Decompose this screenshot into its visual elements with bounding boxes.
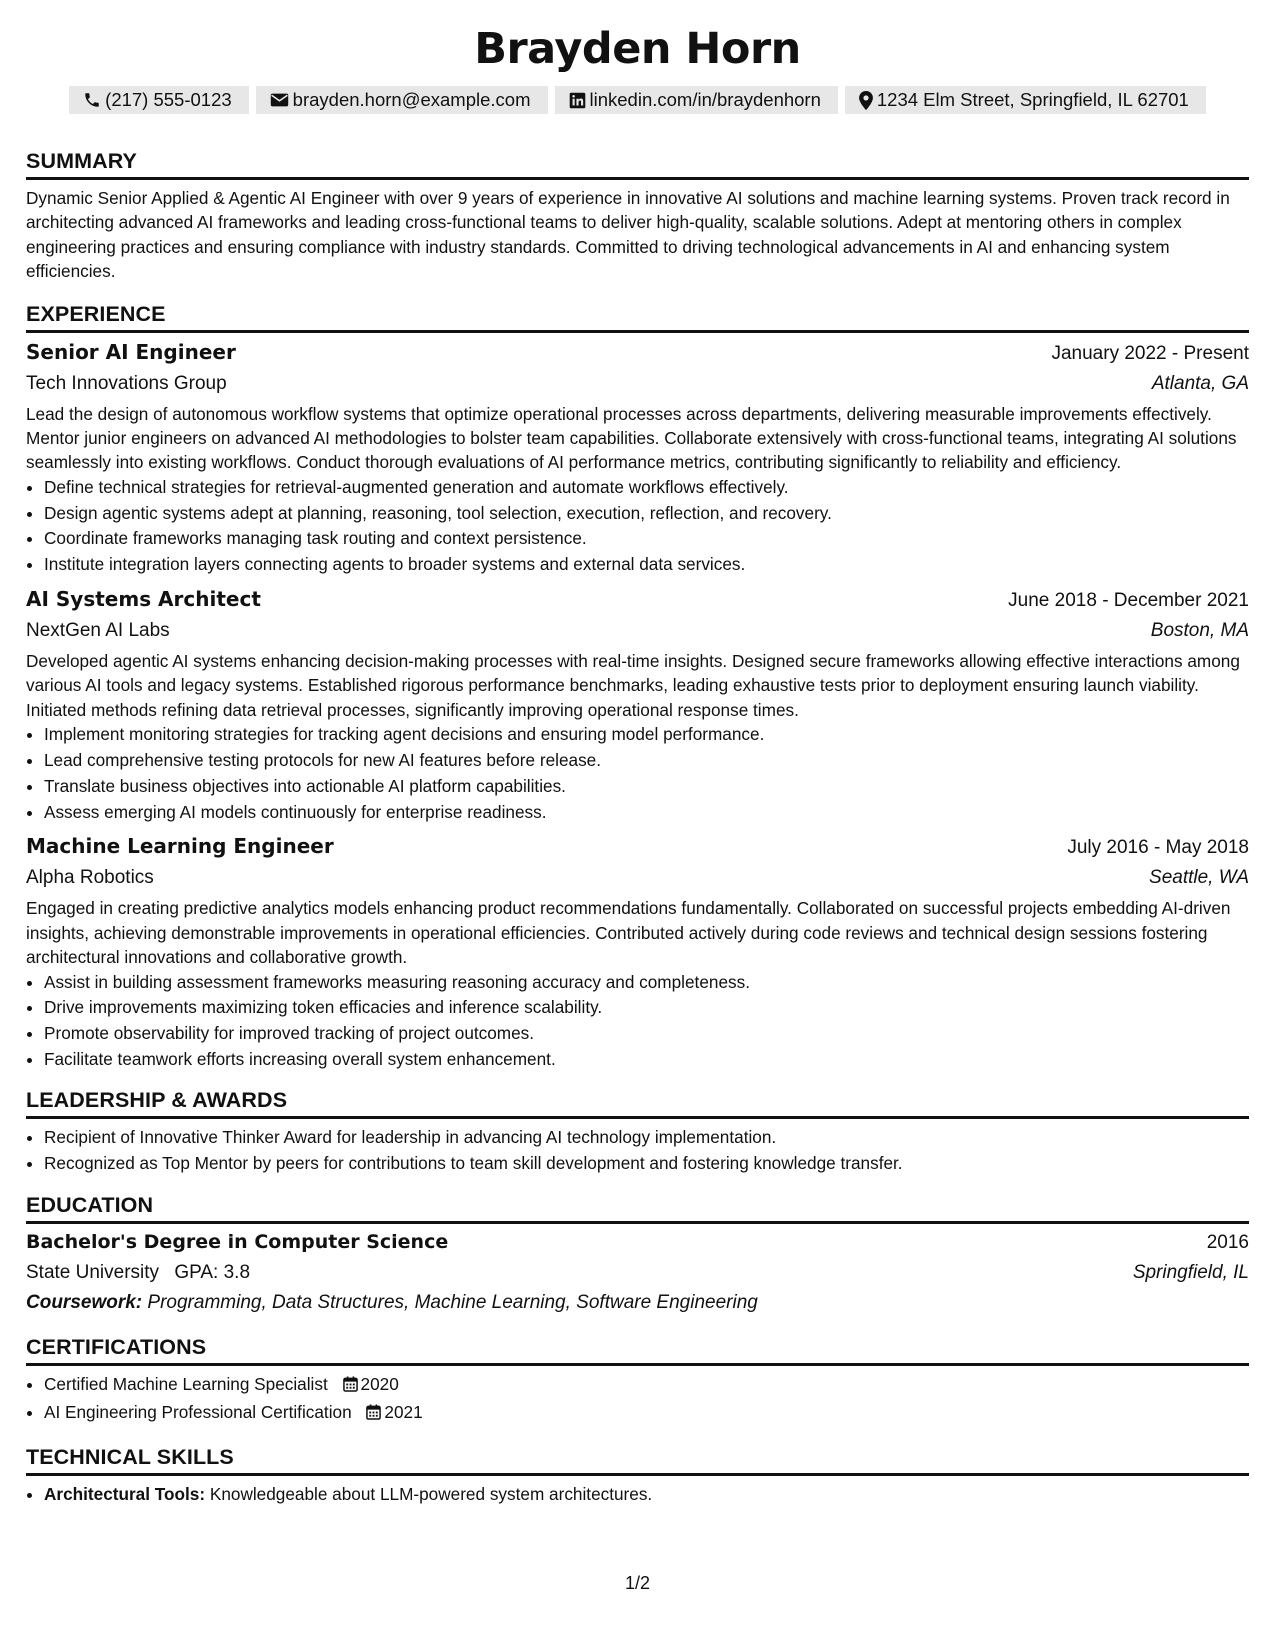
gpa: GPA: 3.8 bbox=[174, 1262, 251, 1284]
cert-name: Certified Machine Learning Specialist bbox=[44, 1374, 328, 1395]
job-company: Alpha Robotics bbox=[26, 867, 154, 889]
coursework bbox=[26, 1288, 1249, 1318]
contact-bar bbox=[26, 86, 1249, 114]
skills-heading: TECHNICAL SKILLS bbox=[26, 1444, 1249, 1476]
email-text: brayden.horn@example.com bbox=[292, 89, 531, 110]
cert-year: 2021 bbox=[384, 1402, 423, 1423]
coursework-list: Programming, Data Structures, Machine Learning, Software Engineering bbox=[147, 1292, 758, 1314]
list-item: • Translate business objectives into actionable AI platform capabilities. bbox=[44, 774, 1249, 800]
summary-text: Dynamic Senior Applied & Agentic AI Engineer with over 9 years of experience in innovative AI solutions and machine learning systems. Proven track record in architecting advanced AI frameworks and leading cross-functional teams to deliver high-quality, scalable solutions. Adept at mentoring others in complex engineering practices and ensuring compliance with industry standards. Committed to driving technological advancements in AI and enhancing system efficiencies. bbox=[26, 188, 1230, 282]
list-item: • Recognized as Top Mentor by peers for contributions to team skill development and fostering knowledge transfer. bbox=[44, 1151, 1249, 1177]
leadership-list bbox=[26, 1125, 1249, 1177]
list-item: • Assist in building assessment frameworks measuring reasoning accuracy and completeness. bbox=[44, 970, 1249, 996]
leadership-section bbox=[26, 1087, 1249, 1177]
graduation-year: 2016 bbox=[1206, 1232, 1249, 1254]
job-description: Engaged in creating predictive analytics models enhancing product recommendations fundamentally. Collaborated on successful projects embedding AI-driven insights, achieving demonstrable improvements in operational efficiencies. Contributed actively during code reviews and technical design sessions fostering architectural innovations and collaborative growth. bbox=[26, 898, 1231, 968]
linkedin-icon bbox=[569, 92, 586, 109]
envelope-icon bbox=[270, 92, 289, 108]
linkedin-text: linkedin.com/in/braydenhorn bbox=[589, 89, 821, 110]
job-bullets bbox=[26, 475, 1249, 578]
contact-email[interactable] bbox=[256, 86, 548, 114]
job-dates: July 2016 - May 2018 bbox=[1067, 837, 1249, 859]
phone-text: (217) 555-0123 bbox=[105, 89, 232, 110]
skills-list bbox=[26, 1482, 1249, 1508]
list-item bbox=[44, 1400, 1249, 1428]
degree-title: Bachelor's Degree in Computer Science bbox=[26, 1231, 449, 1254]
education-section bbox=[26, 1192, 1249, 1318]
list-item: • Implement monitoring strategies for tracking agent decisions and ensuring model performance. bbox=[44, 722, 1249, 748]
job-company: Tech Innovations Group bbox=[26, 372, 227, 394]
job-description: Developed agentic AI systems enhancing decision-making processes with real-time insights. Designed secure frameworks allowing effective interactions among various AI tools and legacy systems. Established rigorous performance benchmarks, leading exhaustive tests prior to deployment ensuring launch viability. Initiated methods refining data retrieval processes, significantly improving operational response times. bbox=[26, 651, 1240, 720]
address-text: 1234 Elm Street, Springfield, IL 62701 bbox=[876, 89, 1189, 110]
job-company: NextGen AI Labs bbox=[26, 620, 170, 642]
skill-text: Knowledgeable about LLM-powered system architectures. bbox=[209, 1484, 653, 1505]
list-item: • Lead comprehensive testing protocols for new AI features before release. bbox=[44, 748, 1249, 774]
job-dates: January 2022 - Present bbox=[1051, 342, 1249, 364]
calendar-icon bbox=[343, 1374, 358, 1400]
job-description: Lead the design of autonomous workflow systems that optimize operational processes across departments, delivering measurable improvements effectively. Mentor junior engineers on advanced AI methodologies to bolster team capabilities. Collaborate extensively with cross-functional teams, integrating AI solutions seamlessly into existing workflows. Conduct thorough evaluations of AI performance metrics, contributing significantly to reliability and efficiency. bbox=[26, 403, 1237, 473]
map-pin-icon bbox=[859, 91, 873, 110]
job-title: Senior AI Engineer bbox=[26, 339, 236, 364]
list-item: • Promote observability for improved tracking of project outcomes. bbox=[44, 1021, 1249, 1047]
job-location: Seattle, WA bbox=[1149, 867, 1249, 889]
certifications-section bbox=[26, 1334, 1249, 1428]
summary-section bbox=[26, 148, 1249, 284]
cert-year: 2020 bbox=[360, 1374, 399, 1395]
job-location: Boston, MA bbox=[1150, 620, 1249, 642]
school-location: Springfield, IL bbox=[1132, 1262, 1249, 1284]
phone-icon bbox=[83, 91, 101, 109]
education-heading: EDUCATION bbox=[26, 1192, 1249, 1224]
summary-heading: SUMMARY bbox=[26, 148, 1249, 180]
job-entry bbox=[26, 337, 1249, 578]
list-item: • Coordinate frameworks managing task routing and context persistence. bbox=[44, 526, 1249, 552]
list-item: • Facilitate teamwork efforts increasing overall system enhancement. bbox=[44, 1047, 1249, 1073]
leadership-heading: LEADERSHIP & AWARDS bbox=[26, 1087, 1249, 1119]
page-number: 1/2 bbox=[624, 1573, 651, 1593]
certifications-heading: CERTIFICATIONS bbox=[26, 1334, 1249, 1366]
skill-label: Architectural Tools: bbox=[44, 1484, 206, 1505]
job-bullets bbox=[26, 970, 1249, 1073]
job-entry bbox=[26, 831, 1249, 1072]
calendar-icon bbox=[366, 1402, 381, 1428]
job-dates: June 2018 - December 2021 bbox=[1008, 590, 1249, 612]
coursework-label: Coursework: bbox=[26, 1292, 143, 1314]
list-item: • Institute integration layers connecting agents to broader systems and external data services. bbox=[44, 552, 1249, 578]
job-title: Machine Learning Engineer bbox=[26, 834, 334, 859]
certifications-list bbox=[26, 1372, 1249, 1428]
skills-section bbox=[26, 1444, 1249, 1508]
list-item: • Design agentic systems adept at planning, reasoning, tool selection, execution, reflection, and recovery. bbox=[44, 501, 1249, 527]
contact-address[interactable] bbox=[845, 86, 1206, 114]
list-item: • Drive improvements maximizing token efficacies and inference scalability. bbox=[44, 995, 1249, 1021]
job-location: Atlanta, GA bbox=[1151, 372, 1249, 394]
job-entry bbox=[26, 584, 1249, 825]
list-item: • Define technical strategies for retrieval-augmented generation and automate workflows effectively. bbox=[44, 475, 1249, 501]
experience-heading: EXPERIENCE bbox=[26, 301, 1249, 333]
list-item bbox=[44, 1372, 1249, 1400]
list-item bbox=[44, 1482, 1249, 1508]
experience-section bbox=[26, 301, 1249, 1073]
list-item: • Recipient of Innovative Thinker Award for leadership in advancing AI technology implementation. bbox=[44, 1125, 1249, 1151]
contact-linkedin[interactable] bbox=[555, 86, 838, 114]
cert-name: AI Engineering Professional Certification bbox=[44, 1402, 352, 1423]
school-name: State University bbox=[26, 1262, 160, 1284]
list-item: • Assess emerging AI models continuously for enterprise readiness. bbox=[44, 800, 1249, 826]
candidate-name: Brayden Horn bbox=[474, 24, 801, 74]
job-title: AI Systems Architect bbox=[26, 587, 261, 612]
job-bullets bbox=[26, 722, 1249, 825]
contact-phone[interactable] bbox=[69, 86, 249, 114]
